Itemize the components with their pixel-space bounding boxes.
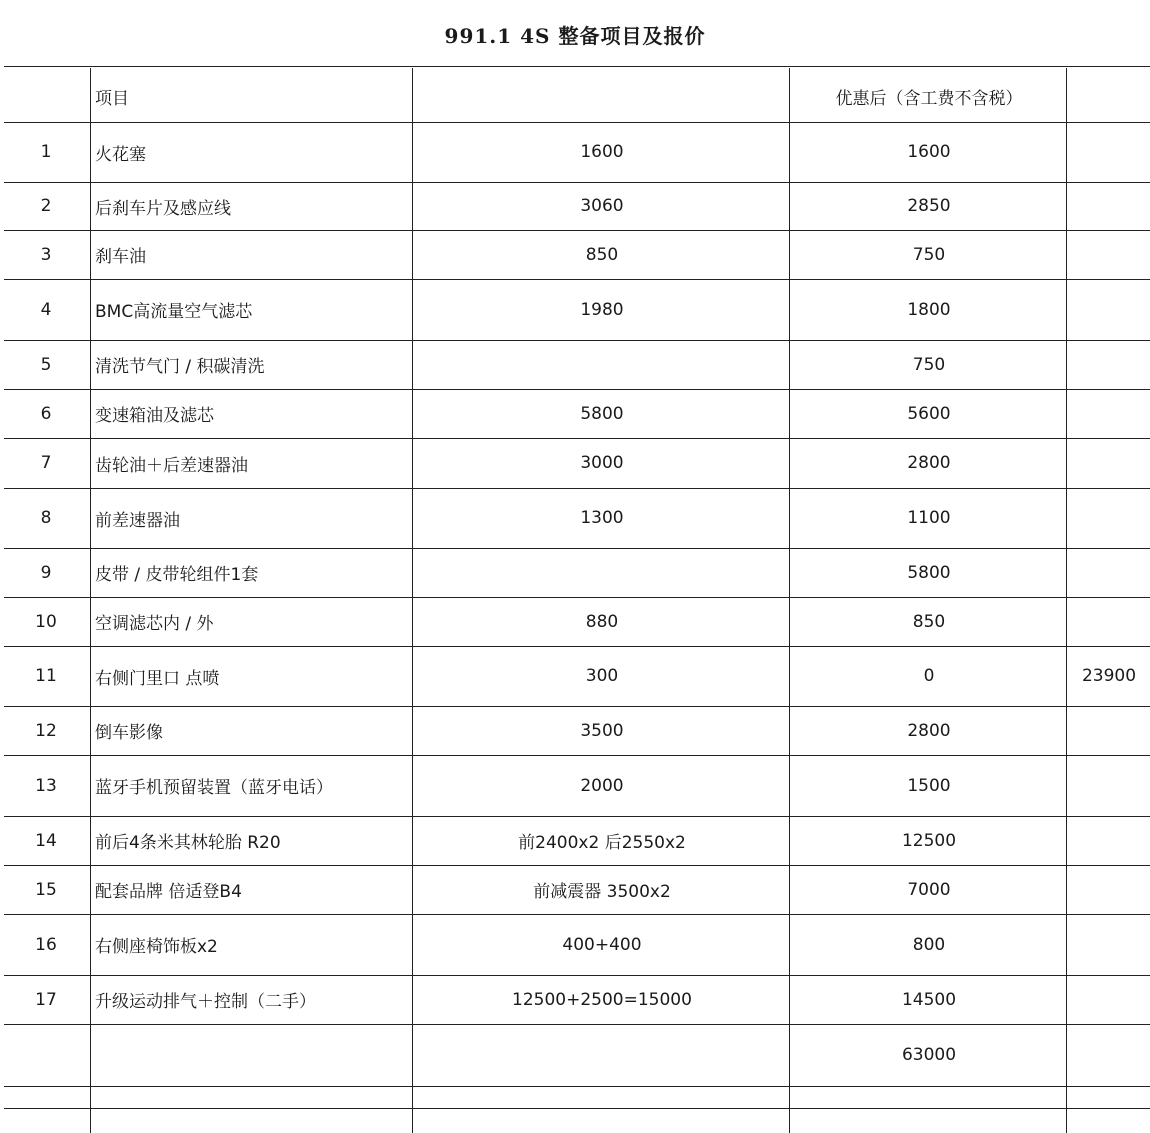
row-original-price: 5800: [580, 403, 624, 424]
row-total: [1068, 975, 1150, 1024]
row-number: 4: [40, 299, 52, 320]
row-item: 配套品牌 倍适登B4: [95, 882, 242, 902]
row-item: 蓝牙手机预留装置（蓝牙电话）: [95, 778, 333, 798]
row-number: 9: [40, 562, 52, 583]
row-discounted-price: 1600: [907, 142, 951, 162]
row-number: 5: [40, 354, 52, 375]
row-original-price: 300: [585, 666, 619, 686]
row-discounted-price: 850: [912, 611, 946, 632]
row-discounted-price: 750: [912, 244, 946, 265]
row-item: [95, 1024, 410, 1086]
row-discounted-price: 800: [912, 934, 946, 955]
row-original-price: [414, 548, 790, 597]
row-total: [1068, 597, 1150, 646]
row-discounted-price: 2850: [907, 196, 951, 216]
row-divider: [4, 66, 1150, 67]
row-original-price: 3500: [580, 720, 624, 741]
row-item: 皮带 / 皮带轮组件1套: [95, 565, 259, 585]
row-item: 齿轮油＋后差速器油: [95, 455, 248, 476]
row-divider: [4, 1108, 1150, 1109]
row-discounted-price: 14500: [901, 989, 957, 1010]
row-item: 变速箱油及滤芯: [95, 406, 214, 426]
row-item: 前差速器油: [95, 510, 180, 531]
row-number: 16: [35, 934, 57, 955]
row-number: 17: [35, 989, 57, 1010]
row-discounted-price: 0: [923, 666, 935, 686]
row-original-price: 前2400x2 后2550x2: [518, 833, 686, 853]
row-discounted-price: 750: [912, 354, 946, 375]
row-discounted-price: 7000: [907, 879, 951, 900]
header-discounted: 优惠后（含工费不含税）: [835, 88, 1023, 109]
row-original-price: 3060: [580, 196, 624, 216]
row-discounted-price: 5800: [907, 562, 951, 583]
row-item: BMC高流量空气滤芯: [95, 302, 253, 322]
row-number: 3: [40, 244, 52, 265]
row-number: 14: [35, 830, 57, 851]
row-number: 15: [35, 879, 57, 900]
row-number: 11: [35, 666, 57, 686]
row-number: 2: [40, 196, 52, 216]
row-discounted-price: 2800: [907, 720, 951, 741]
row-total: [1068, 816, 1150, 865]
row-total: [1068, 438, 1150, 488]
row-number: 10: [35, 611, 57, 632]
row-total: [1068, 182, 1150, 230]
row-original-price: [414, 1024, 790, 1086]
row-total: [1068, 488, 1150, 548]
row-item: 清洗节气门 / 积碳清洗: [95, 357, 265, 377]
row-discounted-price: 12500: [901, 830, 957, 851]
row-total: [1068, 865, 1150, 914]
row-total: [1068, 548, 1150, 597]
row-total: [1068, 230, 1150, 279]
row-total: [1068, 1024, 1150, 1086]
row-number: 1: [40, 142, 52, 162]
row-item: 右侧座椅饰板x2: [95, 937, 218, 957]
row-item: 后刹车片及感应线: [95, 198, 231, 219]
row-original-price: 3000: [580, 453, 624, 473]
row-number: 12: [35, 720, 57, 741]
row-original-price: 2000: [580, 775, 624, 796]
row-total: [1068, 389, 1150, 438]
row-original-price: 1980: [580, 299, 624, 320]
row-item: 刹车油: [95, 247, 146, 267]
row-item: 火花塞: [95, 144, 146, 165]
row-number: 13: [35, 775, 57, 796]
row-original-price: 1300: [580, 508, 624, 528]
row-original-price: 400+400: [562, 934, 642, 955]
row-total: [1068, 914, 1150, 975]
row-item: 右侧门里口 点喷: [95, 668, 220, 689]
row-total: [1068, 122, 1150, 182]
row-number: [0, 1024, 92, 1086]
row-total: [1068, 340, 1150, 389]
header-original: [414, 70, 790, 122]
row-discounted-price: 1800: [907, 299, 951, 320]
row-total: [1068, 279, 1150, 340]
row-item: 升级运动排气＋控制（二手）: [95, 992, 316, 1012]
row-discounted-price: 1500: [907, 775, 951, 796]
row-discounted-price: 2800: [907, 453, 951, 473]
row-original-price: 12500+2500=15000: [512, 989, 692, 1010]
row-original-price: [414, 340, 790, 389]
row-original-price: 1600: [580, 142, 624, 162]
column-divider: [412, 68, 413, 1133]
row-total: [1068, 755, 1150, 816]
row-item: 前后4条米其林轮胎 R20: [95, 833, 281, 853]
row-original-price: 850: [585, 244, 619, 265]
row-item: 倒车影像: [95, 723, 163, 743]
row-discounted-price: 63000: [901, 1045, 957, 1065]
row-number: 6: [40, 403, 52, 424]
row-original-price: 前减震器 3500x2: [533, 882, 671, 902]
row-discounted-price: 5600: [907, 403, 951, 424]
row-item: 空调滤芯内 / 外: [95, 614, 214, 634]
row-number: 8: [40, 508, 52, 528]
row-discounted-price: 1100: [907, 508, 951, 528]
row-original-price: 880: [585, 611, 619, 632]
row-total: [1068, 706, 1150, 755]
row-number: 7: [40, 453, 52, 473]
header-item: 项目: [95, 88, 129, 109]
row-total: 23900: [1081, 666, 1137, 686]
page-title: 991.1 4S 整备项目及报价: [444, 24, 706, 48]
row-divider: [4, 1086, 1150, 1087]
